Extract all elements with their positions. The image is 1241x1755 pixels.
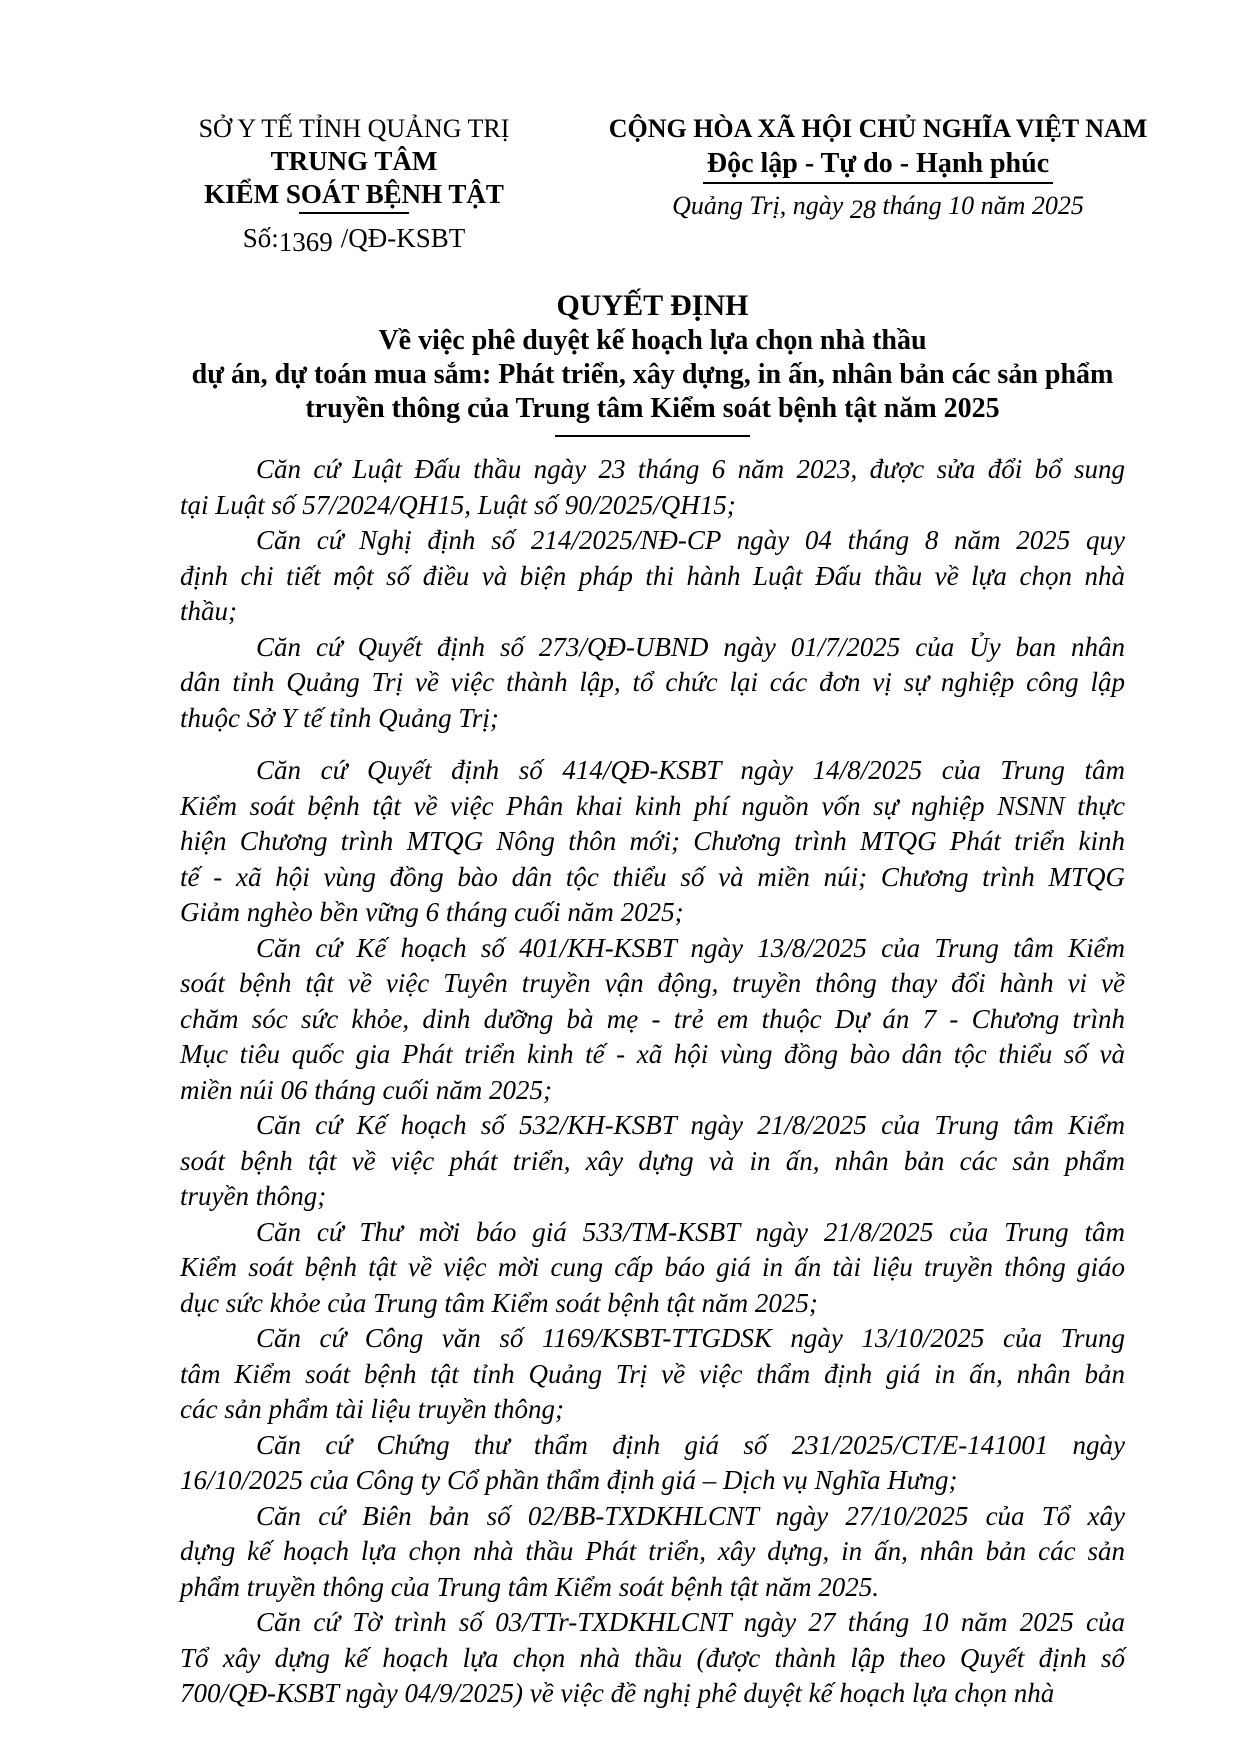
body-line: Căn cứ Kế hoạch số 532/KH-KSBT ngày 21/8/2025 của Trung tâm Kiểm — [256, 1110, 1125, 1140]
org-name-underline — [299, 212, 409, 214]
body-line: các sản phẩm tài liệu truyền thông; — [180, 1394, 564, 1424]
document-header — [0, 0, 1241, 257]
body-paragraph — [180, 1321, 1125, 1428]
org-name-line2: KIỂM SOÁT BỆNH TẬT — [204, 179, 504, 209]
issuing-org-block — [180, 112, 528, 257]
body-line: Căn cứ Công văn số 1169/KSBT-TTGDSK ngày 13/10/2025 của Trung — [256, 1323, 1125, 1353]
document-number-value: 1369 — [278, 227, 333, 257]
body-paragraph — [180, 1428, 1125, 1499]
body-line: Kiểm soát bệnh tật về việc Phân khai kinh phí nguồn vốn sự nghiệp NSNN thực — [180, 790, 1125, 821]
date-prefix: Quảng Trị, ngày — [672, 191, 844, 220]
document-title-block — [0, 288, 1241, 437]
document-number-label: Số: — [242, 223, 279, 253]
body-paragraph — [180, 931, 1125, 1109]
body-paragraph — [180, 630, 1125, 737]
body-line: chăm sóc sức khỏe, dinh dưỡng bà mẹ - trẻ em thuộc Dự án 7 - Chương trình — [180, 1003, 1125, 1034]
document-number-line — [180, 223, 528, 257]
org-name-line1: TRUNG TÂM — [270, 146, 438, 176]
body-line: Giảm nghèo bền vững 6 tháng cuối năm 2025; — [180, 897, 684, 927]
body-line: tâm Kiểm soát bệnh tật tỉnh Quảng Trị về việc thẩm định giá in ấn, nhân bản — [180, 1358, 1125, 1389]
body-line: soát bệnh tật về việc Tuyên truyền vận động, truyền thông thay đổi hành vi về — [180, 968, 1125, 998]
body-line: Căn cứ Kế hoạch số 401/KH-KSBT ngày 13/8/2025 của Trung tâm Kiểm — [256, 932, 1125, 963]
body-line: tế - xã hội vùng đồng bào dân tộc thiểu số và miền núi; Chương trình MTQG — [180, 861, 1125, 892]
date-suffix: tháng 10 năm 2025 — [882, 191, 1084, 220]
body-line: Tổ xây dựng kế hoạch lựa chọn nhà thầu (được thành lập theo Quyết định số — [180, 1642, 1125, 1673]
body-line: định chi tiết một số điều và biện pháp thi hành Luật Đấu thầu về lựa chọn nhà — [180, 560, 1125, 591]
document-subtitle-line3: truyền thông của Trung tâm Kiểm soát bệnh tật năm 2025 — [305, 393, 1000, 424]
body-line: dân tỉnh Quảng Trị về việc thành lập, tổ chức lại các đơn vị sự nghiệp công lập — [180, 667, 1125, 697]
document-subtitle-line1: Về việc phê duyệt kế hoạch lựa chọn nhà thầu — [378, 325, 927, 356]
body-paragraph — [180, 1605, 1125, 1712]
document-subtitle-line2: dự án, dự toán mua sắm: Phát triển, xây dựng, in ấn, nhân bản các sản phẩm — [191, 359, 1114, 390]
body-paragraph — [180, 1215, 1125, 1322]
body-line: truyền thông; — [180, 1181, 327, 1211]
body-line: Mục tiêu quốc gia Phát triển kinh tế - xã hội vùng đồng bào dân tộc thiểu số và — [180, 1039, 1125, 1069]
body-line: Căn cứ Luật Đấu thầu ngày 23 tháng 6 năm 2023, được sửa đổi bổ sung — [256, 454, 1125, 484]
body-line: Căn cứ Chứng thư thẩm định giá số 231/2025/CT/E-141001 ngày — [256, 1429, 1125, 1460]
national-header-block — [608, 112, 1148, 254]
national-title: CỘNG HÒA XÃ HỘI CHỦ NGHĨA VIỆT NAM — [608, 114, 1148, 143]
date-day-value: 28 — [849, 195, 876, 224]
place-date-line — [608, 191, 1148, 224]
body-paragraph — [180, 753, 1125, 931]
body-line: tại Luật số 57/2024/QH15, Luật số 90/2025/QH15; — [180, 489, 736, 520]
body-line: Căn cứ Nghị định số 214/2025/NĐ-CP ngày 04 tháng 8 năm 2025 quy — [256, 525, 1125, 555]
document-body — [0, 437, 1241, 1712]
body-paragraph — [180, 1108, 1125, 1215]
body-line: Căn cứ Quyết định số 414/QĐ-KSBT ngày 14/8/2025 của Trung tâm — [256, 755, 1125, 785]
body-line: dục sức khỏe của Trung tâm Kiểm soát bệnh tật năm 2025; — [180, 1287, 818, 1318]
body-paragraph — [180, 452, 1125, 523]
national-motto: Độc lập - Tự do - Hạnh phúc — [703, 148, 1053, 184]
body-line: Căn cứ Quyết định số 273/QĐ-UBND ngày 01/7/2025 của Ủy ban nhân — [256, 631, 1125, 662]
department-name: SỞ Y TẾ TỈNH QUẢNG TRỊ — [198, 114, 510, 143]
body-paragraph — [180, 1499, 1125, 1606]
body-line: miền núi 06 tháng cuối năm 2025; — [180, 1074, 552, 1105]
body-line: Kiểm soát bệnh tật về việc mời cung cấp báo giá in ấn tài liệu truyền thông giáo — [180, 1252, 1125, 1282]
body-line: thuộc Sở Y tế tỉnh Quảng Trị; — [180, 702, 499, 733]
body-line: 700/QĐ-KSBT ngày 04/9/2025) về việc đề nghị phê duyệt kế hoạch lựa chọn nhà — [180, 1678, 1055, 1708]
body-line: dựng kế hoạch lựa chọn nhà thầu Phát triển, xây dựng, in ấn, nhân bản các sản — [180, 1536, 1125, 1566]
body-line: phẩm truyền thông của Trung tâm Kiểm soát bệnh tật năm 2025. — [180, 1571, 879, 1602]
body-line: Căn cứ Biên bản số 02/BB-TXDKHLCNT ngày 27/10/2025 của Tổ xây — [256, 1500, 1125, 1531]
document-title: QUYẾT ĐỊNH — [556, 289, 749, 322]
body-line: soát bệnh tật về việc phát triển, xây dựng và in ấn, nhân bản các sản phẩm — [180, 1145, 1125, 1176]
body-line: 16/10/2025 của Công ty Cổ phần thẩm định giá – Dịch vụ Nghĩa Hưng; — [180, 1465, 958, 1495]
body-line: Căn cứ Tờ trình số 03/TTr-TXDKHLCNT ngày 27 tháng 10 năm 2025 của — [256, 1607, 1125, 1637]
document-number-suffix: /QĐ-KSBT — [340, 223, 466, 253]
body-line: hiện Chương trình MTQG Nông thôn mới; Chương trình MTQG Phát triển kinh — [180, 826, 1125, 856]
body-line: Căn cứ Thư mời báo giá 533/TM-KSBT ngày 21/8/2025 của Trung tâm — [256, 1216, 1125, 1247]
body-paragraph — [180, 523, 1125, 630]
body-line: thầu; — [180, 596, 237, 626]
